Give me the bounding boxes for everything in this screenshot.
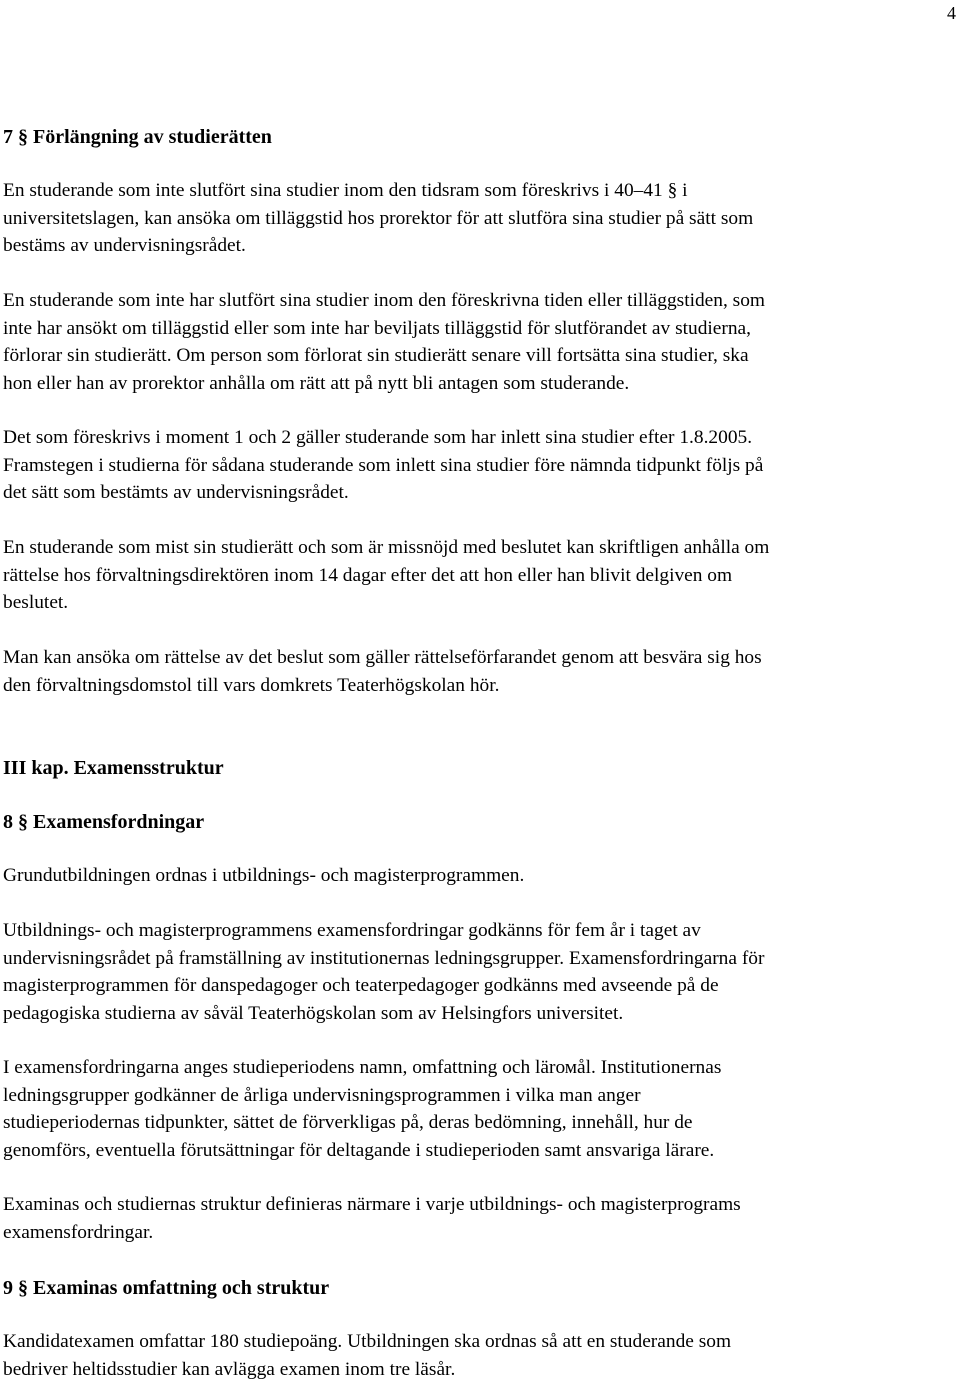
text-line: En studerande som inte har slutfört sina studier inom den föreskrivna tiden eller tilläggstiden, som bbox=[3, 290, 765, 311]
section-7-paragraph-4 bbox=[3, 534, 955, 617]
text-line: Kandidatexamen omfattar 180 studiepoäng. Utbildningen ska ordnas så att en studerande som bbox=[3, 1331, 732, 1352]
text-line: Framstegen i studierna för sådana studerande som inlett sina studier före nämnda tidpunkt följs på bbox=[3, 454, 764, 476]
section-8-paragraph-2 bbox=[3, 917, 955, 1027]
text-line: ledningsgrupper godkänner de årliga undervisningsprogrammen i vilka man anger bbox=[3, 1084, 641, 1106]
section-8-paragraph-3 bbox=[3, 1054, 955, 1164]
section-7-paragraph-1 bbox=[3, 177, 955, 260]
text-line: det sätt som bestämts av undervisningsrådet. bbox=[3, 482, 349, 503]
text-line: studieperiodernas tidpunkter, sättet de förverkligas på, deras bedömning, innehåll, hur de bbox=[3, 1112, 693, 1133]
chapter-3-heading: III kap. Examensstruktur bbox=[3, 757, 224, 779]
text-line: Utbildnings- och magisterprogrammens examensfordringar godkänns för fem år i taget av bbox=[3, 920, 701, 941]
section-9-heading: 9 § Examinas omfattning och struktur bbox=[3, 1277, 330, 1299]
section-8-paragraph-1 bbox=[3, 862, 955, 890]
text-line: rättelse hos förvaltningsdirektören inom 14 dagar efter det att hon eller han blivit delgiven om bbox=[3, 564, 733, 586]
text-line: undervisningsrådet på framställning av institutionernas ledningsgrupper. Examensfordringarna för bbox=[3, 947, 765, 969]
text-line: hon eller han av prorektor anhålla om rätt att på nytt bli antagen som studerande. bbox=[3, 372, 630, 394]
section-7-paragraph-3 bbox=[3, 424, 955, 507]
section-7-paragraph-2 bbox=[3, 287, 955, 397]
text-line: Grundutbildningen ordnas i utbildnings- och magisterprogrammen. bbox=[3, 865, 525, 886]
text-line: pedagogiska studierna av såväl Teaterhögskolan som av Helsingfors universitet. bbox=[3, 1002, 624, 1024]
text-line: En studerande som inte slutfört sina studier inom den tidsram som föreskrivs i 40–41 § i bbox=[3, 180, 688, 201]
text-line: bedriver heltidsstudier kan avlägga examen inom tre läsår. bbox=[3, 1358, 456, 1380]
text-line: beslutet. bbox=[3, 592, 69, 613]
text-line: examensfordringar. bbox=[3, 1221, 154, 1243]
section-7-heading: 7 § Förlängning av studierätten bbox=[3, 126, 272, 148]
text-line: förlorar sin studierätt. Om person som förlorat sin studierätt senare vill fortsätta sina studier, ska bbox=[3, 345, 749, 366]
text-line: genomförs, eventuella förutsättningar för deltagande i studieperioden samt ansvariga lärare. bbox=[3, 1139, 715, 1161]
text-line: universitetslagen, kan ansöka om tilläggstid hos prorektor för att slutföra sina studier på sätt som bbox=[3, 207, 754, 229]
page-number: 4 bbox=[947, 3, 956, 23]
section-8-paragraph-4 bbox=[3, 1191, 955, 1246]
text-line: inte har ansökt om tilläggstid eller som inte har beviljats tilläggstid för slutförandet av studierna, bbox=[3, 317, 751, 339]
text-line: magisterprogrammen för danspedagoger och teaterpedagoger godkänns med avseende på de bbox=[3, 975, 719, 996]
text-line: En studerande som mist sin studierätt och som är missnöjd med beslutet kan skriftligen anhålla om bbox=[3, 537, 770, 558]
section-8-heading: 8 § Examensfordningar bbox=[3, 811, 205, 833]
section-7-paragraph-5 bbox=[3, 644, 955, 699]
text-line: bestäms av undervisningsrådet. bbox=[3, 235, 246, 256]
text-line: Man kan ansöka om rättelse av det beslut som gäller rättelseförfarandet genom att besvära sig hos bbox=[3, 647, 762, 668]
text-line: Examinas och studiernas struktur definieras närmare i varje utbildnings- och magisterprograms bbox=[3, 1194, 741, 1215]
text-line: I examensfordringarna anges studieperiodens namn, omfattning och lärомål. Institutionernas bbox=[3, 1057, 722, 1078]
text-line: den förvaltningsdomstol till vars domkrets Teaterhögskolan hör. bbox=[3, 674, 500, 696]
section-9-paragraph-1 bbox=[3, 1328, 955, 1383]
text-line: Det som föreskrivs i moment 1 och 2 gäller studerande som har inlett sina studier efter 1.8.2005. bbox=[3, 427, 753, 448]
